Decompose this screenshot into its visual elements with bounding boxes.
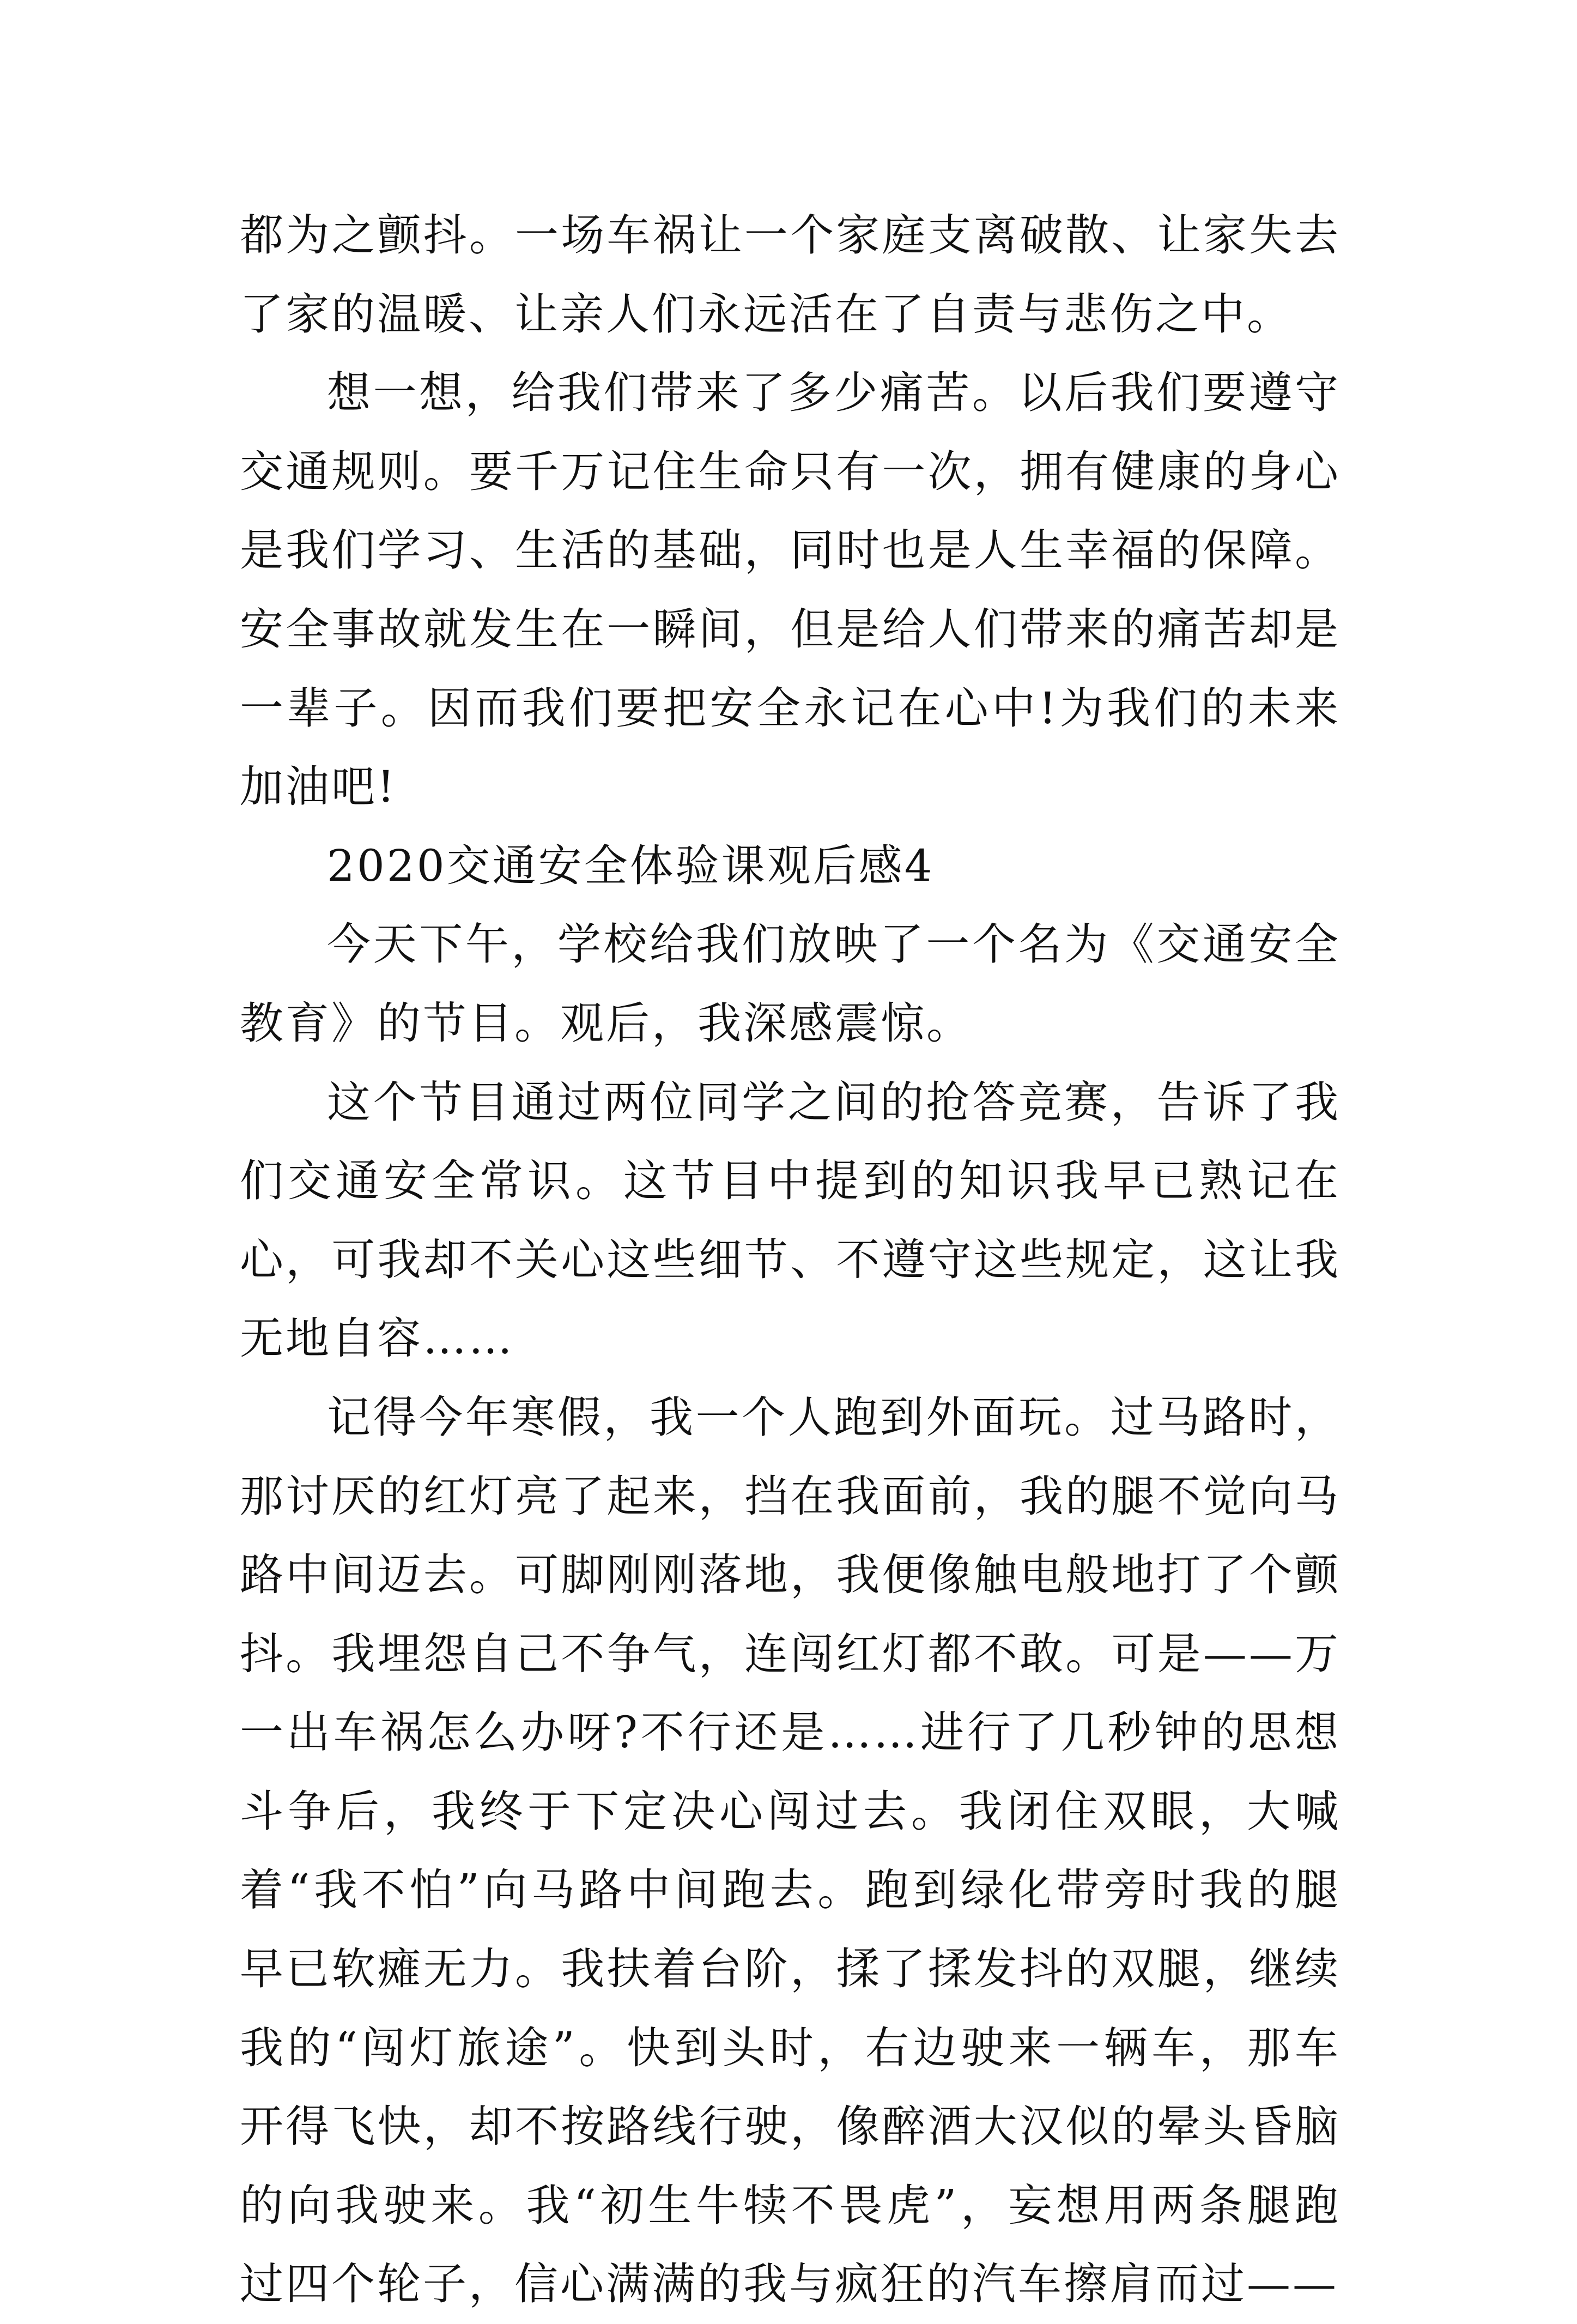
section-heading: 2020交通安全体验课观后感4: [327, 840, 935, 891]
document-body: [240, 196, 1341, 2324]
paragraph-story: 记得今年寒假，我一个人跑到外面玩。过马路时，那讨厌的红灯亮了起来，挡在我面前，我的腿不觉向马路中间迈去。可脚刚刚落地，我便像触电般地打了个颤抖。我埋怨自己不争气，连闯红灯都不敢。可是——万一出车祸怎么办呀?不行还是……进行了几秒钟的思想斗争后，我终于下定决心闯过去。我闭住双眼，大喊着“我不怕”向马路中间跑去。跑到绿化带旁时我的腿早已软瘫无力。我扶着台阶，揉了揉发抖的双腿，继续我的“闯灯旅途”。快到头时，右边驶来一辆车，那车开得飞快，却不按路线行驶，像醉酒大汉似的晕头昏脑的向我驶来。我“初生牛犊不畏虎”，妄想用两条腿跑过四个轮子，信心满满的我与疯狂的汽车擦肩而过——: [240, 1391, 1341, 2310]
paragraph-reflection: 想一想，给我们带来了多少痛苦。以后我们要遵守交通规则。要千万记住生命只有一次，拥有健康的身心是我们学习、生活的基础，同时也是人生幸福的保障。安全事故就发生在一瞬间，但是给人们带来的痛苦却是一辈子。因而我们要把安全永记在心中!为我们的未来加油吧!: [240, 367, 1341, 813]
paragraph-continuation: 都为之颤抖。一场车祸让一个家庭支离破散、让家失去了家的温暖、让亲人们永远活在了自责与悲伤之中。: [240, 210, 1341, 340]
paragraph-intro: 今天下午，学校给我们放映了一个名为《交通安全教育》的节目。观后，我深感震惊。: [240, 919, 1341, 1049]
paragraph-program: 这个节目通过两位同学之间的抢答竞赛，告诉了我们交通安全常识。这节目中提到的知识我早已熟记在心，可我却不关心这些细节、不遵守这些规定，这让我无地自容……: [240, 1076, 1341, 1364]
